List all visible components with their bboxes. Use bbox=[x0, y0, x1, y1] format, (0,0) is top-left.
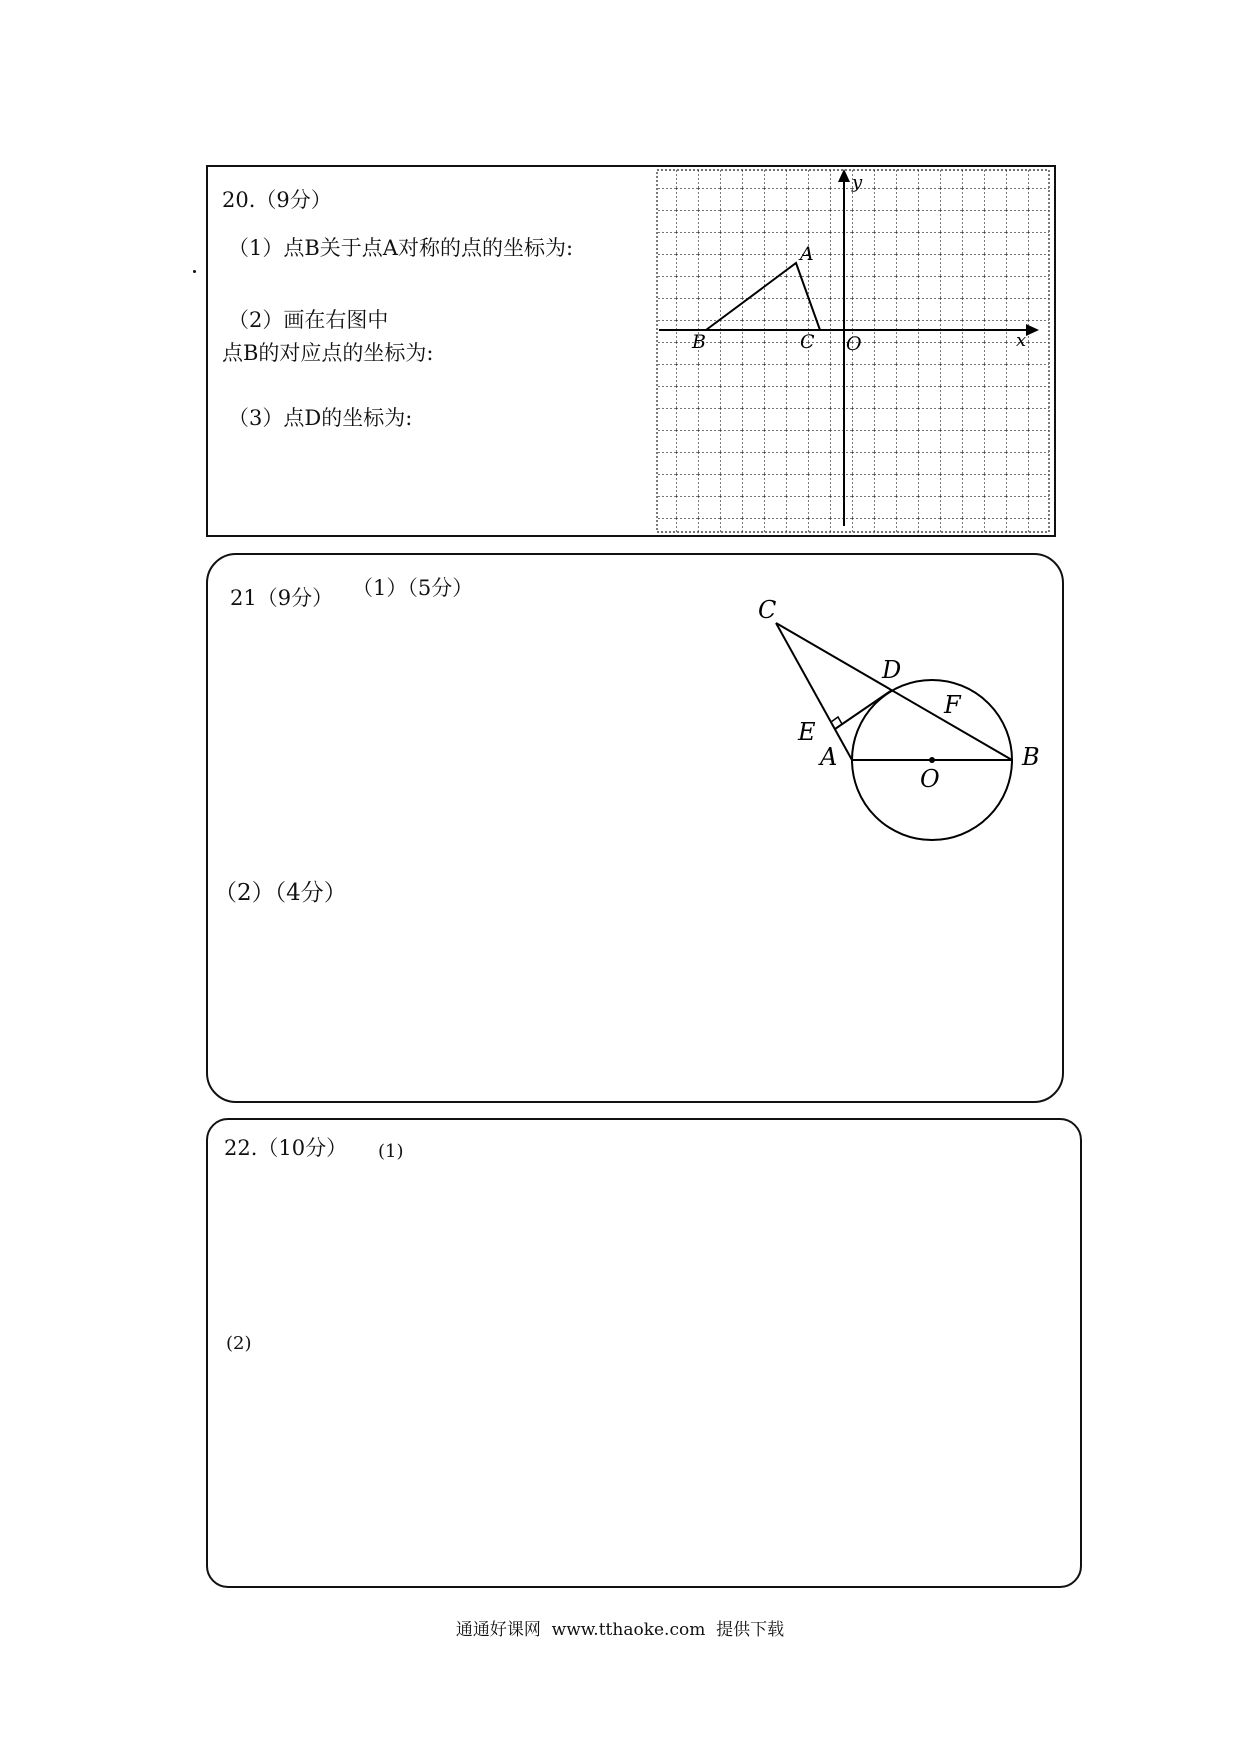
q20-title: 20.（9分） bbox=[222, 188, 332, 212]
q22-part2: (2) bbox=[226, 1333, 252, 1354]
coordinate-grid-figure bbox=[654, 166, 1054, 536]
center-point bbox=[929, 757, 935, 763]
grid-label-b: B bbox=[692, 331, 706, 353]
scan-speck bbox=[193, 270, 196, 273]
grid-label-c: C bbox=[800, 331, 815, 353]
q20-part2-line1: （2）画在右图中 bbox=[228, 308, 389, 332]
question-22-box bbox=[206, 1118, 1082, 1588]
fig-label-a: A bbox=[820, 743, 838, 771]
q21-part2: （2）（4分） bbox=[214, 880, 347, 906]
segment-de bbox=[835, 690, 892, 729]
footer-credit: 通通好课网 www.tthaoke.com 提供下载 bbox=[455, 1620, 785, 1640]
fig-label-o: O bbox=[920, 765, 940, 793]
circle-geometry-figure bbox=[752, 585, 1062, 845]
grid-label-y: y bbox=[852, 172, 863, 193]
grid-label-x: x bbox=[1016, 330, 1027, 351]
fig-label-f: F bbox=[944, 691, 961, 719]
fig-label-c: C bbox=[758, 596, 777, 624]
q21-part1: （1）（5分） bbox=[352, 576, 474, 600]
q22-title: 22.（10分） bbox=[224, 1136, 348, 1160]
right-angle-icon bbox=[831, 717, 842, 724]
q21-title: 21（9分） bbox=[230, 586, 334, 610]
fig-label-b: B bbox=[1022, 743, 1040, 771]
fig-label-d: D bbox=[882, 656, 902, 684]
q20-part3: （3）点D的坐标为: bbox=[228, 406, 413, 430]
grid-label-a: A bbox=[800, 243, 814, 265]
q20-part2-line2: 点B的对应点的坐标为: bbox=[222, 341, 434, 365]
q22-part1: (1) bbox=[378, 1141, 404, 1162]
grid-label-o: O bbox=[846, 333, 862, 355]
q20-part1: （1）点B关于点A对称的点的坐标为: bbox=[228, 236, 574, 260]
fig-label-e: E bbox=[798, 718, 816, 746]
